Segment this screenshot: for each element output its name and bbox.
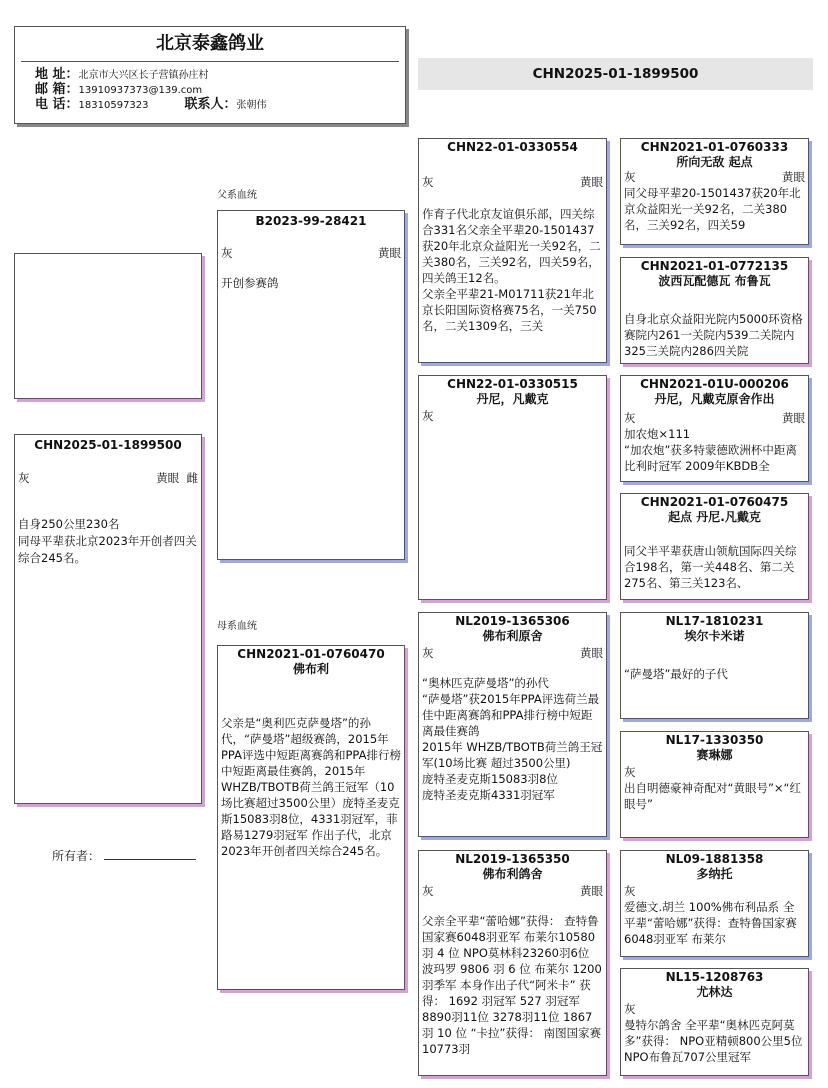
- sds-ring: CHN2021-01U-000206: [640, 377, 789, 391]
- ddd-ring: NL15-1208763: [665, 970, 764, 984]
- dds-color: 灰: [624, 884, 636, 898]
- club-name: 北京泰鑫鸽业: [156, 33, 264, 54]
- dam-dam-dam-card: [620, 968, 809, 1076]
- sds-color: 灰: [624, 411, 636, 425]
- dss-name: 埃尔卡米诺: [684, 629, 745, 643]
- sire-dam-card: [418, 375, 607, 600]
- ddd-notes: 曼特尔鸽舍 全平辈“奥林匹克阿莫多”获得： NPO亚精顿800公里5位 NPO布鲁瓦707公里冠军: [624, 1018, 803, 1064]
- dam-sire-ring: NL2019-1365306: [455, 614, 570, 628]
- sire-dam-color: 灰: [422, 409, 434, 423]
- sire-ring: B2023-99-28421: [255, 214, 367, 228]
- dds-notes: 爱德文.胡兰 100%佛布利品系 全平辈“蕾哈娜”获得：查特鲁国家赛6048羽亚军 布莱尔: [624, 900, 797, 946]
- phone-label: 电 话：: [35, 97, 79, 112]
- sire-dam-dam-card: [620, 493, 809, 600]
- dam-dam-eye: 黄眼: [580, 884, 603, 898]
- sire-notes: 开创参赛鸽: [221, 276, 279, 290]
- dam-dam-ring: NL2019-1365350: [455, 852, 570, 866]
- sds-notes: 加农炮×111 “加农炮”获多特蒙德欧洲杯中距离比利时冠军 2009年KBDB全: [624, 427, 797, 473]
- sire-card: [217, 210, 405, 560]
- phone-value: 18310597323: [78, 100, 149, 111]
- dss-ring: NL17-1810231: [665, 614, 764, 628]
- sss-notes: 同父母平辈20-1501437获20年北京众益阳光一关92名，二关380名，三关92名，四关59: [624, 186, 801, 232]
- sss-color: 灰: [624, 170, 636, 184]
- dam-sire-notes: “奥林匹克萨曼塔”的孙代 “萨曼塔”获2015年PPA评选荷兰最佳中距离赛鸽和PPA排行榜中短距离最佳赛鸽 2015年 WHZB/TBOTB荷兰鸽王冠军(10场比赛 超过3500公里) 庞特圣麦克斯15083羽8位 庞特圣麦克斯4331羽冠军: [422, 676, 603, 802]
- sire-color: 灰: [221, 246, 233, 260]
- ddd-color: 灰: [624, 1002, 636, 1016]
- dsd-notes: 出自明德豪神奇配对“黄眼号”×“红眼号”: [624, 781, 802, 811]
- dam-dam-name: 佛布利鸽舍: [482, 867, 543, 881]
- subject-color: 灰: [18, 471, 30, 485]
- sdd-ring: CHN2021-01-0760475: [640, 495, 789, 509]
- main-ring-banner: [418, 58, 813, 90]
- dam-sire-color: 灰: [422, 646, 434, 660]
- sire-dam-sire-card: [620, 375, 809, 482]
- sire-sire-notes: 作育子代北京友谊俱乐部，四关综合331名父亲全平辈20-1501437获20年北京众益阳光一关92名，二关380名，三关92名，四关59名，四关鸽王12名。 父亲全平辈21-M01711获21年北京长阳国际资格赛75名，一关750名，二关1309名，三关: [422, 207, 601, 333]
- dsd-ring: NL17-1330350: [665, 733, 764, 747]
- dam-sire-sire-card: [620, 612, 809, 719]
- sss-eye: 黄眼: [782, 170, 805, 184]
- dam-card: [217, 645, 405, 990]
- sire-sire-sire-card: [620, 138, 809, 245]
- ssd-ring: CHN2021-01-0772135: [640, 259, 789, 273]
- dam-name: 佛布利: [292, 662, 329, 676]
- subject-sex: 雌: [186, 471, 198, 485]
- sire-sire-eye: 黄眼: [580, 175, 603, 189]
- dam-sire-eye: 黄眼: [580, 646, 603, 660]
- sds-eye: 黄眼: [782, 411, 805, 425]
- sss-name: 所向无敌 起点: [676, 155, 753, 169]
- contact-value: 张朝伟: [236, 100, 267, 111]
- sdd-notes: 同父半平辈获唐山领航国际四关综合198名，第一关448名、第二关275名、第三关123名、: [624, 544, 797, 590]
- sire-dam-ring: CHN22-01-0330515: [447, 377, 578, 391]
- main-ring-text: CHN2025-01-1899500: [532, 66, 699, 82]
- sire-sire-color: 灰: [422, 175, 434, 189]
- sire-line-label: 父系血统: [217, 190, 257, 201]
- ssd-notes: 自身北京众益阳光院内5000环资格赛院内261一关院内539二关院内325三关院内286四关院: [624, 312, 803, 358]
- dam-ring: CHN2021-01-0760470: [237, 647, 385, 661]
- subject-pigeon-card: [14, 434, 202, 804]
- contact-label: 联系人：: [184, 97, 237, 112]
- dam-notes: 父亲是“奥利匹克萨曼塔”的孙代，“萨曼塔”超级赛鸽，2015年PPA评选中短距离赛鸽和PPA排行榜中短距离最佳赛鸽，2015年WHZB/TBOTB荷兰鸽王冠军（10场比赛超过3500公里）庞特圣麦克斯15083羽8位，4331羽冠军，菲路易1279羽冠军 作出子代，北京2023年开创者四关综合245名。: [221, 716, 402, 858]
- ddd-name: 尤林达: [696, 985, 733, 999]
- dam-dam-notes: 父亲全平辈“蕾哈娜”获得： 查特鲁国家赛6048羽亚军 布莱尔10580 羽 4 位 NPO莫林科23260羽6位 波玛罗 9806 羽 6 位 布莱尔 1200 羽季军 本身作出子代“阿米卡” 获得： 1692 羽冠军 527 羽冠军 8890羽11位 3278羽11位 1867 羽 10 位 “卡拉”获得： 南图国家赛10773羽: [422, 914, 602, 1056]
- email-label: 邮 箱：: [35, 82, 79, 97]
- sss-ring: CHN2021-01-0760333: [640, 140, 789, 154]
- sire-sire-card: [418, 138, 607, 363]
- dam-sire-card: [418, 612, 607, 837]
- dss-notes: “萨曼塔”最好的子代: [624, 667, 728, 681]
- owner-label: 所有者：: [52, 849, 101, 863]
- dam-sire-dam-card: [620, 731, 809, 838]
- dam-dam-card: [418, 850, 607, 1076]
- dam-dam-sire-card: [620, 850, 809, 957]
- owner-field[interactable]: [52, 847, 196, 864]
- email-value: 13910937373@139.com: [78, 85, 203, 96]
- address-label: 地 址：: [35, 67, 79, 82]
- sire-sire-ring: CHN22-01-0330554: [447, 140, 578, 154]
- dam-sire-name: 佛布利原舍: [482, 629, 543, 643]
- dam-dam-color: 灰: [422, 884, 434, 898]
- sire-dam-name: 丹尼，凡戴克: [476, 392, 549, 406]
- sire-eye: 黄眼: [378, 246, 401, 260]
- sds-name: 丹尼，凡戴克原舍作出: [654, 392, 775, 406]
- dam-line-label: 母系血统: [217, 621, 257, 632]
- owner-value: [104, 848, 196, 860]
- dsd-color: 灰: [624, 765, 636, 779]
- address-value: 北京市大兴区长子营镇孙庄村: [78, 70, 209, 81]
- breeder-header-card: [14, 26, 406, 124]
- sire-sire-dam-card: [620, 257, 809, 364]
- subject-eye: 黄眼: [156, 471, 180, 485]
- dsd-name: 赛琳娜: [696, 748, 733, 762]
- subject-notes: 自身250公里230名 同母平辈获北京2023年开创者四关综合245名。: [18, 517, 197, 565]
- sdd-name: 起点 丹尼.凡戴克: [668, 510, 761, 524]
- ssd-name: 波西瓦配德瓦 布鲁瓦: [658, 274, 771, 288]
- dds-ring: NL09-1881358: [665, 852, 764, 866]
- photo-placeholder: [14, 253, 202, 399]
- dds-name: 多纳托: [696, 867, 733, 881]
- subject-ring: CHN2025-01-1899500: [34, 438, 182, 452]
